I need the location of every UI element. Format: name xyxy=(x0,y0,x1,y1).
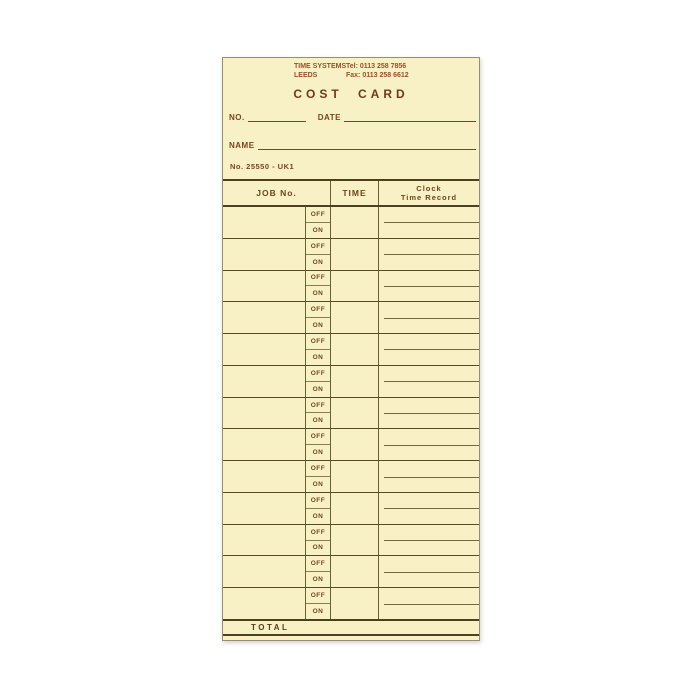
off-label: OFF xyxy=(306,239,330,255)
company-fax: Fax: 0113 258 6612 xyxy=(346,72,409,79)
table-row-pair xyxy=(223,366,479,398)
clock-record-cell-on xyxy=(379,445,479,460)
time-cell xyxy=(331,556,379,587)
time-cell xyxy=(331,588,379,619)
no-input-line xyxy=(248,110,306,122)
table-body xyxy=(223,207,479,619)
table-row-pair xyxy=(223,398,479,430)
job-no-cell xyxy=(223,239,306,270)
on-label: ON xyxy=(312,480,324,488)
on-label: ON xyxy=(312,417,324,425)
clock-record-cell-on xyxy=(379,286,479,301)
table-row-pair xyxy=(223,525,479,557)
off-on-label-column xyxy=(306,207,331,238)
table-row-pair xyxy=(223,461,479,493)
clock-record-cell-on xyxy=(379,254,479,269)
off-label: OFF xyxy=(306,334,330,350)
clock-header-line2: Time Record xyxy=(400,193,458,202)
off-label: OFF xyxy=(306,429,330,445)
clock-record-cell-on xyxy=(379,318,479,333)
off-on-label-column xyxy=(306,525,331,556)
off-label: OFF xyxy=(306,461,330,477)
on-label: ON xyxy=(312,258,324,266)
off-on-label-column xyxy=(306,366,331,397)
on-label: ON xyxy=(312,322,324,330)
clock-record-cell-on xyxy=(379,508,479,523)
clock-record-cell-off xyxy=(379,239,479,254)
off-on-label-column xyxy=(306,271,331,302)
clock-record-column xyxy=(379,429,479,460)
clock-record-cell-on xyxy=(379,413,479,428)
total-row xyxy=(223,619,479,634)
clock-record-cell-on xyxy=(379,349,479,364)
time-cell xyxy=(331,525,379,556)
off-label: OFF xyxy=(306,302,330,318)
company-header xyxy=(294,62,409,80)
clock-header-line1: Clock xyxy=(416,184,442,193)
time-record-table xyxy=(223,179,479,636)
off-on-label-column xyxy=(306,493,331,524)
clock-record-cell-off xyxy=(379,429,479,444)
table-row-pair xyxy=(223,556,479,588)
off-on-label-column xyxy=(306,302,331,333)
job-no-cell xyxy=(223,207,306,238)
table-row-pair xyxy=(223,429,479,461)
table-row-pair xyxy=(223,334,479,366)
total-label: TOTAL xyxy=(251,623,290,632)
off-label: OFF xyxy=(306,556,330,572)
clock-record-cell-off xyxy=(379,334,479,349)
table-row-pair xyxy=(223,207,479,239)
clock-record-column xyxy=(379,207,479,238)
time-cell xyxy=(331,239,379,270)
on-label: ON xyxy=(312,290,324,298)
time-cell xyxy=(331,461,379,492)
clock-record-cell-off xyxy=(379,302,479,317)
job-no-cell xyxy=(223,588,306,619)
no-label: NO. xyxy=(229,113,245,122)
table-row-pair xyxy=(223,302,479,334)
off-on-label-column xyxy=(306,588,331,619)
table-row-pair xyxy=(223,271,479,303)
clock-record-cell-off xyxy=(379,271,479,286)
clock-record-column xyxy=(379,588,479,619)
job-no-cell xyxy=(223,334,306,365)
time-cell xyxy=(331,207,379,238)
off-label: OFF xyxy=(306,366,330,382)
time-cell xyxy=(331,271,379,302)
off-on-label-column xyxy=(306,429,331,460)
off-label: OFF xyxy=(306,398,330,414)
job-no-column-header: JOB No. xyxy=(223,181,331,205)
off-label: OFF xyxy=(306,588,330,604)
on-label: ON xyxy=(312,353,324,361)
on-label: ON xyxy=(312,385,324,393)
job-no-cell xyxy=(223,271,306,302)
off-label: OFF xyxy=(306,493,330,509)
job-no-cell xyxy=(223,302,306,333)
company-name: TIME SYSTEMS xyxy=(294,63,347,70)
job-no-cell xyxy=(223,556,306,587)
clock-record-cell-off xyxy=(379,556,479,571)
job-no-cell xyxy=(223,493,306,524)
on-label: ON xyxy=(312,608,324,616)
name-row xyxy=(229,136,476,150)
clock-record-column xyxy=(379,398,479,429)
clock-record-cell-off xyxy=(379,588,479,603)
on-label: ON xyxy=(312,544,324,552)
name-input-line xyxy=(258,138,476,150)
table-row-pair xyxy=(223,239,479,271)
clock-record-column xyxy=(379,556,479,587)
job-no-cell xyxy=(223,461,306,492)
company-tel: Tel: 0113 258 7856 xyxy=(346,63,407,70)
card-title: COST CARD xyxy=(293,87,409,101)
on-label: ON xyxy=(312,226,324,234)
clock-record-cell-on xyxy=(379,381,479,396)
clock-record-cell-on xyxy=(379,572,479,587)
clock-record-cell-off xyxy=(379,398,479,413)
time-cell xyxy=(331,302,379,333)
table-row-pair xyxy=(223,588,479,619)
clock-record-column xyxy=(379,334,479,365)
off-on-label-column xyxy=(306,556,331,587)
time-cell xyxy=(331,429,379,460)
date-input-line xyxy=(344,110,476,122)
cost-card xyxy=(222,57,480,641)
off-on-label-column xyxy=(306,398,331,429)
clock-record-cell-off xyxy=(379,525,479,540)
clock-record-cell-off xyxy=(379,366,479,381)
clock-record-cell-off xyxy=(379,493,479,508)
off-on-label-column xyxy=(306,239,331,270)
no-date-row xyxy=(229,108,476,122)
off-on-label-column xyxy=(306,461,331,492)
clock-record-cell-off xyxy=(379,207,479,222)
time-cell xyxy=(331,493,379,524)
clock-record-cell-on xyxy=(379,540,479,555)
clock-record-cell-on xyxy=(379,222,479,237)
clock-record-column xyxy=(379,525,479,556)
clock-record-column xyxy=(379,239,479,270)
clock-record-cell-on xyxy=(379,604,479,619)
time-column-header: TIME xyxy=(331,181,379,205)
clock-record-cell-on xyxy=(379,477,479,492)
job-no-cell xyxy=(223,429,306,460)
off-label: OFF xyxy=(306,271,330,287)
on-label: ON xyxy=(312,512,324,520)
table-header xyxy=(223,181,479,207)
off-label: OFF xyxy=(306,525,330,541)
stock-code: No. 25550 - UK1 xyxy=(230,162,295,171)
job-no-cell xyxy=(223,366,306,397)
clock-record-cell-off xyxy=(379,461,479,476)
time-cell xyxy=(331,398,379,429)
time-cell xyxy=(331,334,379,365)
on-label: ON xyxy=(312,449,324,457)
company-row-2 xyxy=(294,71,409,80)
off-on-label-column xyxy=(306,334,331,365)
clock-time-record-column-header xyxy=(379,181,479,205)
job-no-cell xyxy=(223,398,306,429)
company-city: LEEDS xyxy=(294,72,318,79)
name-label: NAME xyxy=(229,141,255,150)
clock-record-column xyxy=(379,271,479,302)
off-label: OFF xyxy=(306,207,330,223)
clock-record-column xyxy=(379,302,479,333)
company-row-1 xyxy=(294,62,409,71)
table-row-pair xyxy=(223,493,479,525)
clock-record-column xyxy=(379,366,479,397)
date-label: DATE xyxy=(317,113,341,122)
clock-record-column xyxy=(379,461,479,492)
job-no-cell xyxy=(223,525,306,556)
on-label: ON xyxy=(312,576,324,584)
clock-record-column xyxy=(379,493,479,524)
time-cell xyxy=(331,366,379,397)
